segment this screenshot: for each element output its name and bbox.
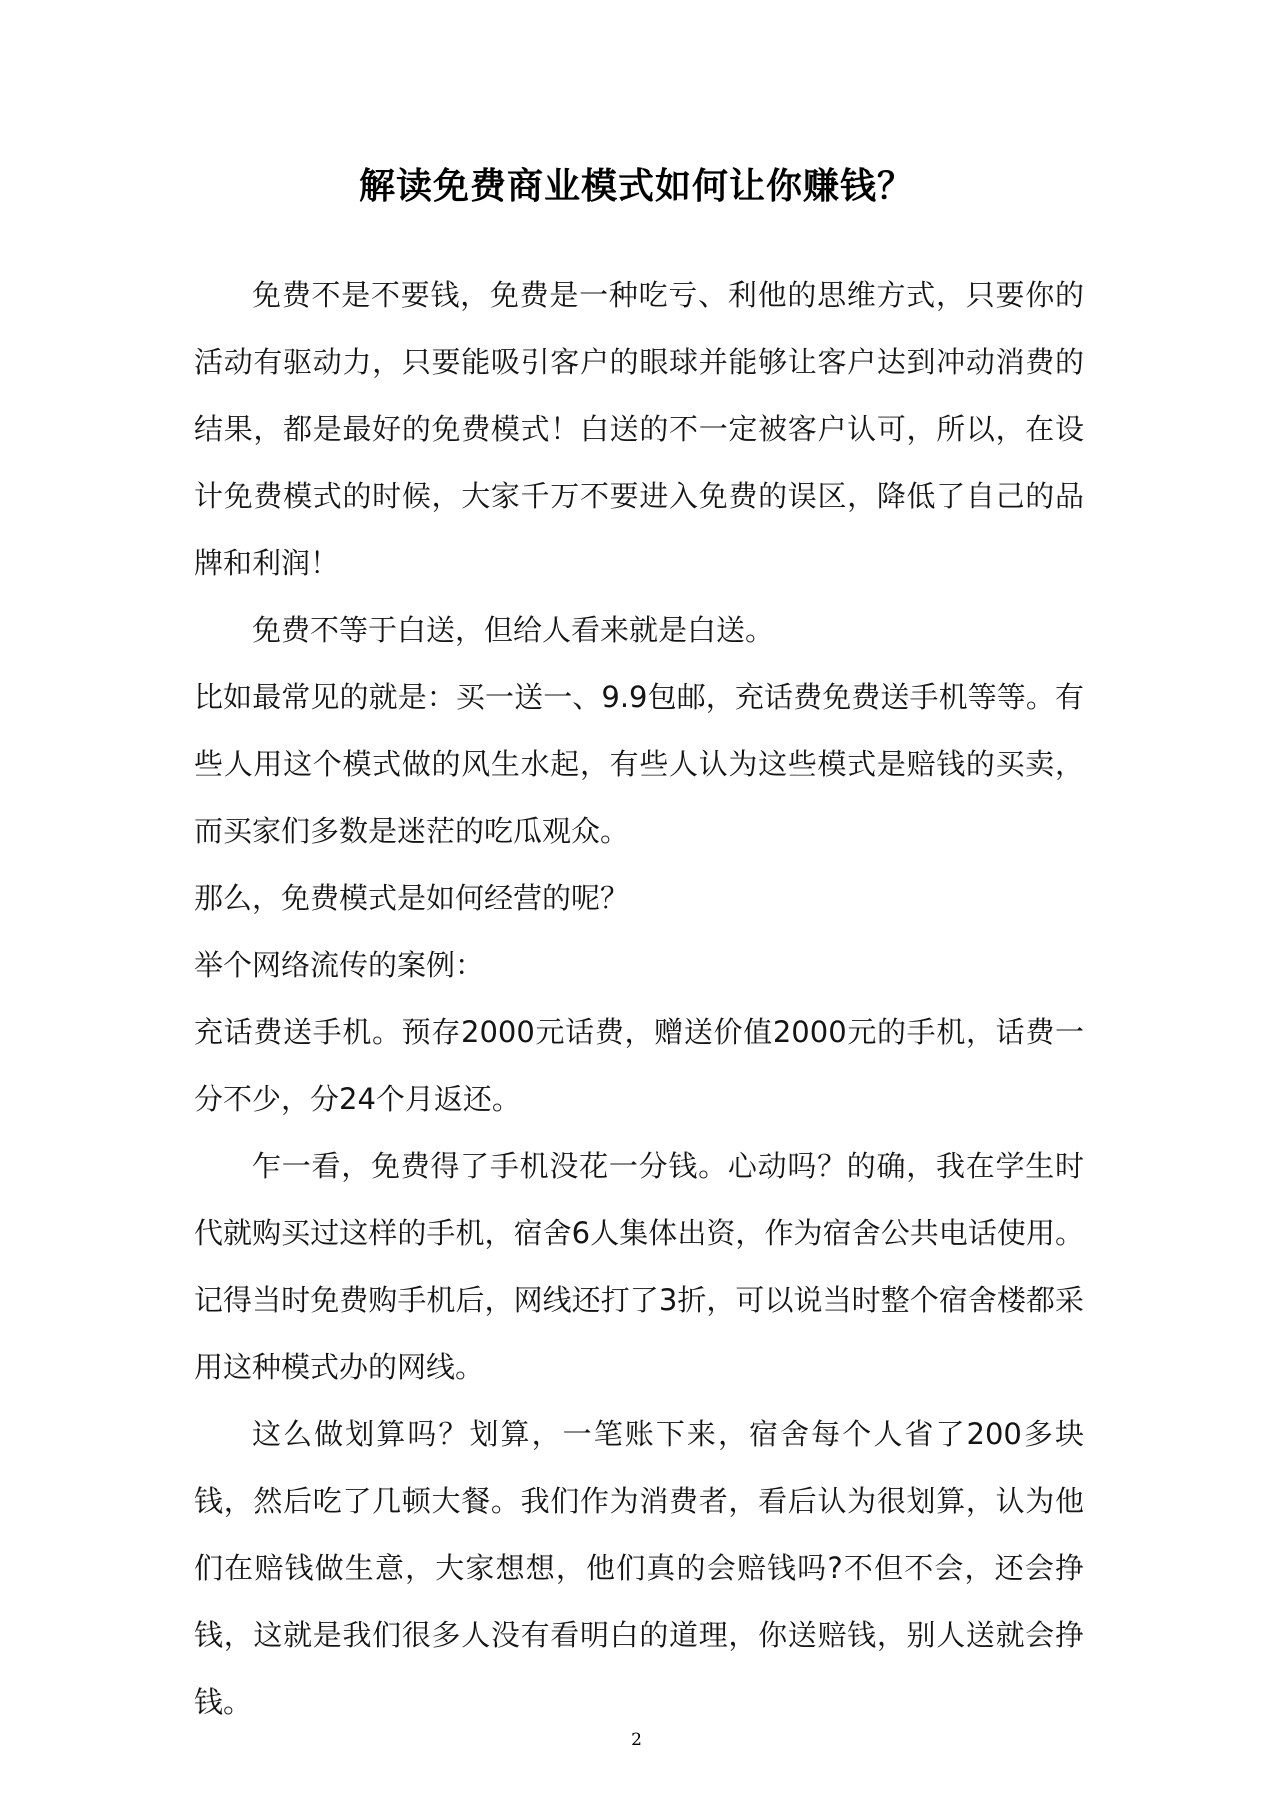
paragraph-free-not-giveaway: 免费不等于白送，但给人看来就是白送。 [252,613,775,647]
paragraph-student-experience: 乍一看，免费得了手机没花一分钱。心动吗？的确，我在学生时代就购买过这样的手机，宿舍6人集体出资，作为宿舍公共电话使用。记得当时免费购手机后，网线还打了3折，可以说当时整个宿舍楼都采用这种模式办的网线。 [194,1149,1084,1384]
paragraph-worth-it: 这么做划算吗？划算，一笔账下来，宿舍每个人省了200多块钱，然后吃了几顿大餐。我们作为消费者，看后认为很划算，认为他们在赔钱做生意，大家想想，他们真的会赔钱吗?不但不会，还会挣钱，这就是我们很多人没有看明白的道理，你送赔钱，别人送就会挣钱。 [194,1417,1084,1719]
page-number: 2 [631,1730,642,1750]
document-body [194,262,1084,1736]
paragraph-case-intro: 举个网络流传的案例： [194,948,485,982]
paragraph-common-examples: 比如最常见的就是：买一送一、9.9包邮，充话费免费送手机等等。有些人用这个模式做的风生水起，有些人认为这些模式是赔钱的买卖，而买家们多数是迷茫的吃瓜观众。 [194,680,1084,848]
paragraph-free-is-not-no-money: 免费不是不要钱，免费是一种吃亏、利他的思维方式，只要你的活动有驱动力，只要能吸引客户的眼球并能够让客户达到冲动消费的结果，都是最好的免费模式！白送的不一定被客户认可，所以，在设计免费模式的时候，大家千万不要进入免费的误区，降低了自己的品牌和利润！ [194,278,1084,580]
document-title: 解读免费商业模式如何让你赚钱？ [358,165,914,207]
paragraph-question-how: 那么，免费模式是如何经营的呢？ [194,881,630,915]
paragraph-case-phone: 充话费送手机。预存2000元话费，赠送价值2000元的手机，话费一分不少，分24个月返还。 [194,1015,1084,1116]
